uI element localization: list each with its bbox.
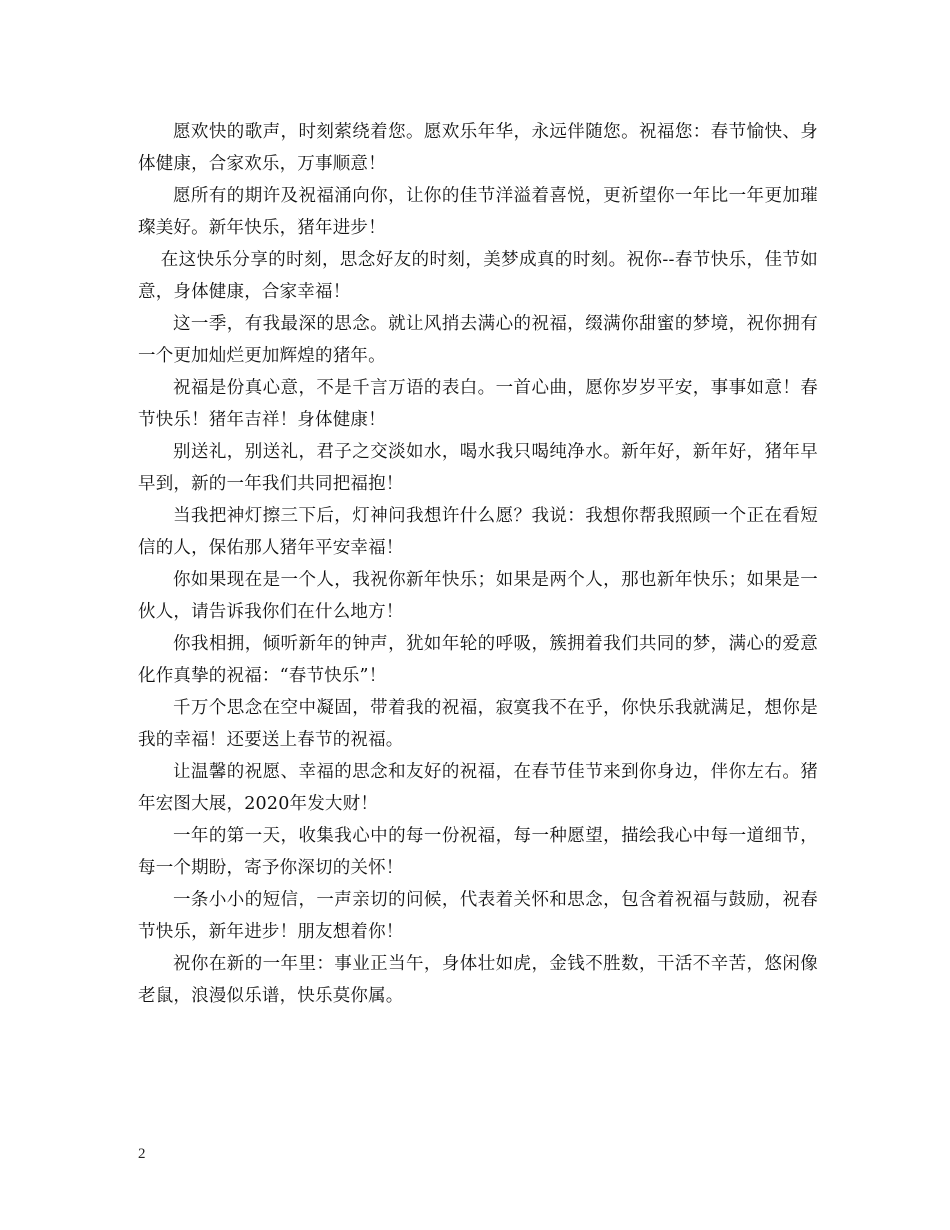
paragraph: 一条小小的短信，一声亲切的问候，代表着关怀和思念，包含着祝福与鼓励，祝春节快乐，新年进步！朋友想着你！ (138, 890, 818, 942)
paragraph: 让温馨的祝愿、幸福的思念和友好的祝福，在春节佳节来到你身边，伴你左右。猪年宏图大展，2020年发大财！ (138, 762, 818, 814)
paragraph: 愿所有的期许及祝福涌向你，让你的佳节洋溢着喜悦，更祈望你一年比一年更加璀璨美好。新年快乐，猪年进步！ (138, 186, 818, 238)
paragraph: 愿欢快的歌声，时刻萦绕着您。愿欢乐年华，永远伴随您。祝福您：春节愉快、身体健康，合家欢乐，万事顺意！ (138, 122, 818, 174)
paragraph: 别送礼，别送礼，君子之交淡如水，喝水我只喝纯净水。新年好，新年好，猪年早早到，新的一年我们共同把福抱！ (138, 442, 818, 494)
paragraph: 祝你在新的一年里：事业正当午，身体壮如虎，金钱不胜数，干活不辛苦，悠闲像老鼠，浪漫似乐谱，快乐莫你属。 (138, 954, 818, 1006)
paragraph: 当我把神灯擦三下后，灯神问我想许什么愿？我说：我想你帮我照顾一个正在看短信的人，保佑那人猪年平安幸福！ (138, 506, 818, 558)
paragraph: 你如果现在是一个人，我祝你新年快乐；如果是两个人，那也新年快乐；如果是一伙人，请告诉我你们在什么地方！ (138, 570, 818, 622)
page-number: 2 (138, 1146, 146, 1162)
paragraph: 一年的第一天，收集我心中的每一份祝福，每一种愿望，描绘我心中每一道细节，每一个期盼，寄予你深切的关怀！ (138, 826, 818, 878)
paragraph: 这一季，有我最深的思念。就让风捎去满心的祝福，缀满你甜蜜的梦境，祝你拥有一个更加灿烂更加辉煌的猪年。 (138, 314, 818, 366)
paragraph: 你我相拥，倾听新年的钟声，犹如年轮的呼吸，簇拥着我们共同的梦，满心的爱意化作真挚的祝福：“春节快乐”！ (138, 634, 818, 686)
paragraph: 千万个思念在空中凝固，带着我的祝福，寂寞我不在乎，你快乐我就满足，想你是我的幸福！还要送上春节的祝福。 (138, 698, 818, 750)
body-text (138, 116, 818, 1012)
paragraph: 祝福是份真心意，不是千言万语的表白。一首心曲，愿你岁岁平安，事事如意！春节快乐！猪年吉祥！身体健康！ (138, 378, 818, 430)
paragraph: 在这快乐分享的时刻，思念好友的时刻，美梦成真的时刻。祝你--春节快乐，佳节如意，身体健康，合家幸福！ (138, 250, 818, 302)
